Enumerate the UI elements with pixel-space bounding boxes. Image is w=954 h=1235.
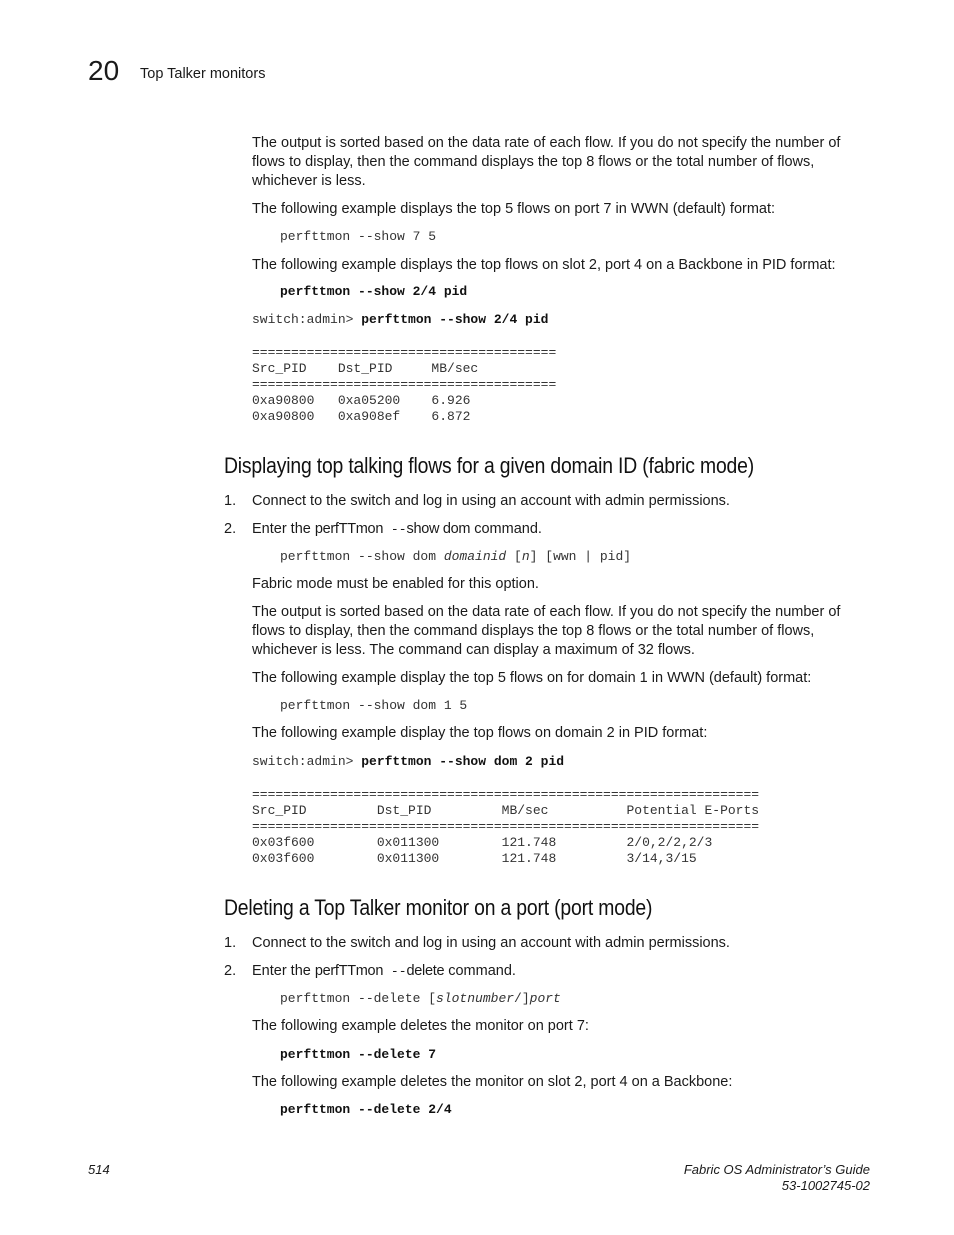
command-name: perfTTmon xyxy=(314,963,384,979)
step-2 xyxy=(224,520,542,539)
step-text-pre: Enter the xyxy=(252,521,315,537)
page-footer-doc xyxy=(684,1162,870,1194)
paragraph: The following example displays the top flows on slot 2, port 4 on a Backbone in PID format: xyxy=(252,257,836,273)
chapter-number: 20 xyxy=(88,55,120,86)
step-1 xyxy=(224,492,730,511)
syntax-param: port xyxy=(529,991,561,1006)
step-text: Connect to the switch and log in using an account with admin permissions. xyxy=(252,935,730,951)
command-name: perfTTmon xyxy=(314,521,384,537)
syntax-text: perfttmon --delete [ xyxy=(280,991,437,1006)
step-text-pre: Enter the xyxy=(252,963,315,979)
syntax-text: /] xyxy=(514,991,530,1006)
step-2 xyxy=(224,962,516,981)
syntax-param: n xyxy=(521,549,530,564)
code-example: perfttmon --show dom 1 5 xyxy=(280,698,468,713)
command-output: ======================================= Src_PID Dst_PID MB/sec ======================================= 0xa90800 0xa05200 6.926 0xa90800 0xa908ef 6.872 xyxy=(252,345,557,424)
section-heading: Displaying top talking flows for a given domain ID (fabric mode) xyxy=(224,453,754,478)
paragraph: The following example deletes the monitor on port 7: xyxy=(252,1018,589,1034)
step-1 xyxy=(224,934,730,953)
paragraph: The following example displays the top 5 flows on port 7 in WWN (default) format: xyxy=(252,201,776,217)
step-number: 2. xyxy=(224,521,237,537)
option-dash: -- xyxy=(383,964,407,979)
syntax-param: domainid xyxy=(443,549,507,564)
section-heading: Deleting a Top Talker monitor on a port (port mode) xyxy=(224,895,653,920)
prompt: switch:admin> xyxy=(252,312,362,327)
command: perfttmon --show 2/4 pid xyxy=(361,312,549,327)
syntax-line xyxy=(280,991,561,1007)
page-number: 514 xyxy=(88,1162,110,1177)
syntax-text: perfttmon --show dom xyxy=(280,549,444,564)
code-example: perfttmon --show 7 5 xyxy=(280,229,437,244)
step-number: 1. xyxy=(224,493,237,509)
option-name: show dom xyxy=(406,521,471,537)
chapter-title: Top Talker monitors xyxy=(140,66,266,82)
code-example: perfttmon --show 2/4 pid xyxy=(280,284,468,299)
option-dash: -- xyxy=(383,522,407,537)
paragraph: The output is sorted based on the data rate of each flow. If you do not specify the number of flows to display, then the command displays the top 8 flows or the total number of flows, whichever is less. xyxy=(252,135,841,189)
syntax-line xyxy=(280,549,631,565)
doc-number: 53-1002745-02 xyxy=(781,1178,870,1193)
step-text: Connect to the switch and log in using an account with admin permissions. xyxy=(252,493,730,509)
command-output: ================================================================= Src_PID Dst_PID MB/sec Potential E-Ports ================================================================= 0x03f600 0x011300 121.748 2/0,2/2,2/3 0x03f600 0x011300 121.748 3/14,3/15 xyxy=(252,787,760,866)
paragraph: The following example display the top flows on domain 2 in PID format: xyxy=(252,725,708,741)
prompt: switch:admin> xyxy=(252,754,362,769)
syntax-param: slotnumber xyxy=(436,991,515,1006)
option-name: delete xyxy=(406,963,445,979)
step-number: 1. xyxy=(224,935,237,951)
syntax-text: [ xyxy=(506,549,522,564)
paragraph: Fabric mode must be enabled for this option. xyxy=(252,576,539,592)
step-text-post: command. xyxy=(444,963,516,979)
command-line xyxy=(252,312,548,328)
command-line xyxy=(252,754,564,770)
doc-title: Fabric OS Administrator’s Guide xyxy=(683,1162,870,1177)
paragraph: The following example deletes the monitor on slot 2, port 4 on a Backbone: xyxy=(252,1074,733,1090)
command: perfttmon --show dom 2 pid xyxy=(361,754,565,769)
paragraph: The output is sorted based on the data rate of each flow. If you do not specify the number of flows to display, then the command displays the top 8 flows or the total number of flows, whichever is less. The command can display a maximum of 32 flows. xyxy=(252,604,841,658)
step-number: 2. xyxy=(224,963,237,979)
step-text-post: command. xyxy=(470,521,542,537)
syntax-text: ] [wwn | pid] xyxy=(529,549,632,564)
code-example: perfttmon --delete 7 xyxy=(280,1047,437,1062)
paragraph: The following example display the top 5 flows on for domain 1 in WWN (default) format: xyxy=(252,670,812,686)
code-example: perfttmon --delete 2/4 xyxy=(280,1102,452,1117)
